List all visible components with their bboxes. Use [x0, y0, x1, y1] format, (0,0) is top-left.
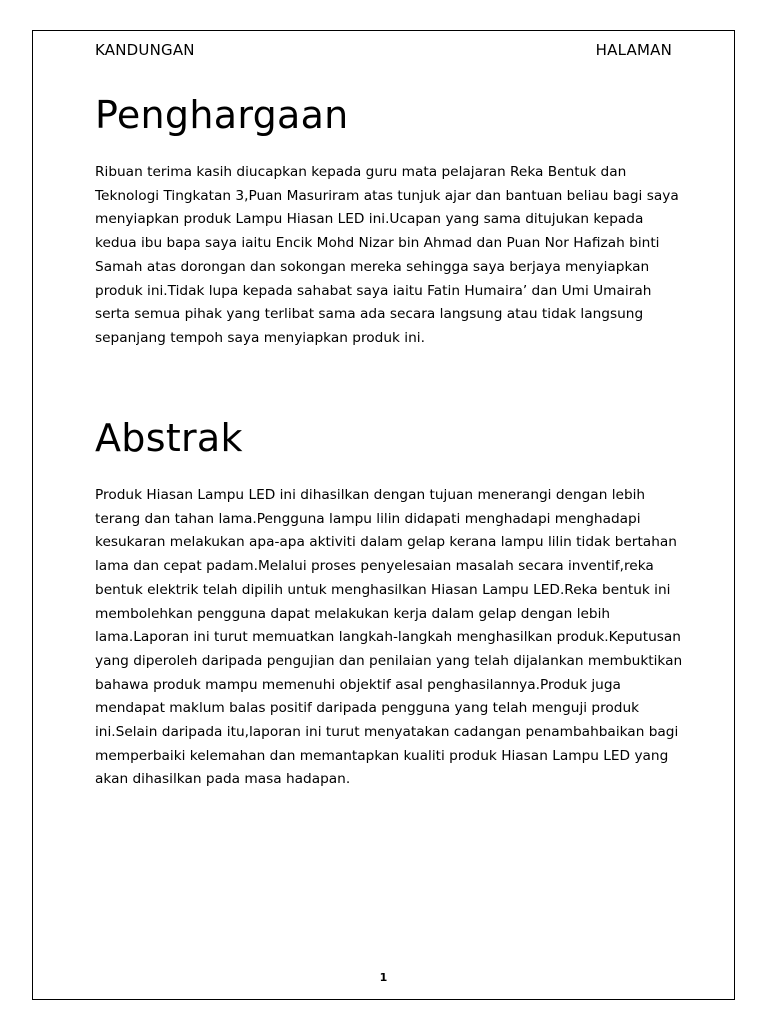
section-title-acknowledgement: Penghargaan: [95, 93, 349, 137]
page-number: 1: [379, 971, 388, 984]
document-page: [32, 30, 735, 1000]
section-title-abstract: Abstrak: [95, 416, 243, 460]
header-page-label: HALAMAN: [595, 41, 672, 59]
header-contents-label: KANDUNGAN: [95, 41, 195, 59]
page-header: [95, 41, 672, 59]
section-body-acknowledgement: Ribuan terima kasih diucapkan kepada guru mata pelajaran Reka Bentuk dan Teknologi Tingkatan 3,Puan Masuriram atas tunjuk ajar dan bantuan beliau bagi saya menyiapkan produk Lampu Hiasan LED ini.Ucapan yang sama ditujukan kepada kedua ibu bapa saya iaitu Encik Mohd Nizar bin Ahmad dan Puan Nor Hafizah binti Samah atas dorongan dan sokongan mereka sehingga saya berjaya menyiapkan produk ini.Tidak lupa kepada sahabat saya iaitu Fatin Humaira’ dan Umi Umairah serta semua pihak yang terlibat sama ada secara langsung atau tidak langsung sepanjang tempoh saya menyiapkan produk ini.: [95, 164, 679, 346]
section-body-abstract: Produk Hiasan Lampu LED ini dihasilkan dengan tujuan menerangi dengan lebih terang dan tahan lama.Pengguna lampu lilin didapati menghadapi menghadapi kesukaran melakukan apa-apa aktiviti dalam gelap kerana lampu lilin tidak bertahan lama dan cepat padam.Melalui proses penyelesaian masalah secara inventif,reka bentuk elektrik telah dipilih untuk menghasilkan Hiasan Lampu LED.Reka bentuk ini membolehkan pengguna dapat melakukan kerja dalam gelap dengan lebih lama.Laporan ini turut memuatkan langkah-langkah menghasilkan produk.Keputusan yang diperoleh daripada pengujian dan penilaian yang telah dijalankan membuktikan bahawa produk mampu memenuhi objektif asal penghasilannya.Produk juga mendapat maklum balas positif daripada pengguna yang telah menguji produk ini.Selain daripada itu,laporan ini turut menyatakan cadangan penambahbaikan bagi memperbaiki kelemahan dan memantapkan kualiti produk Hiasan Lampu LED yang akan dihasilkan pada masa hadapan.: [95, 487, 683, 788]
